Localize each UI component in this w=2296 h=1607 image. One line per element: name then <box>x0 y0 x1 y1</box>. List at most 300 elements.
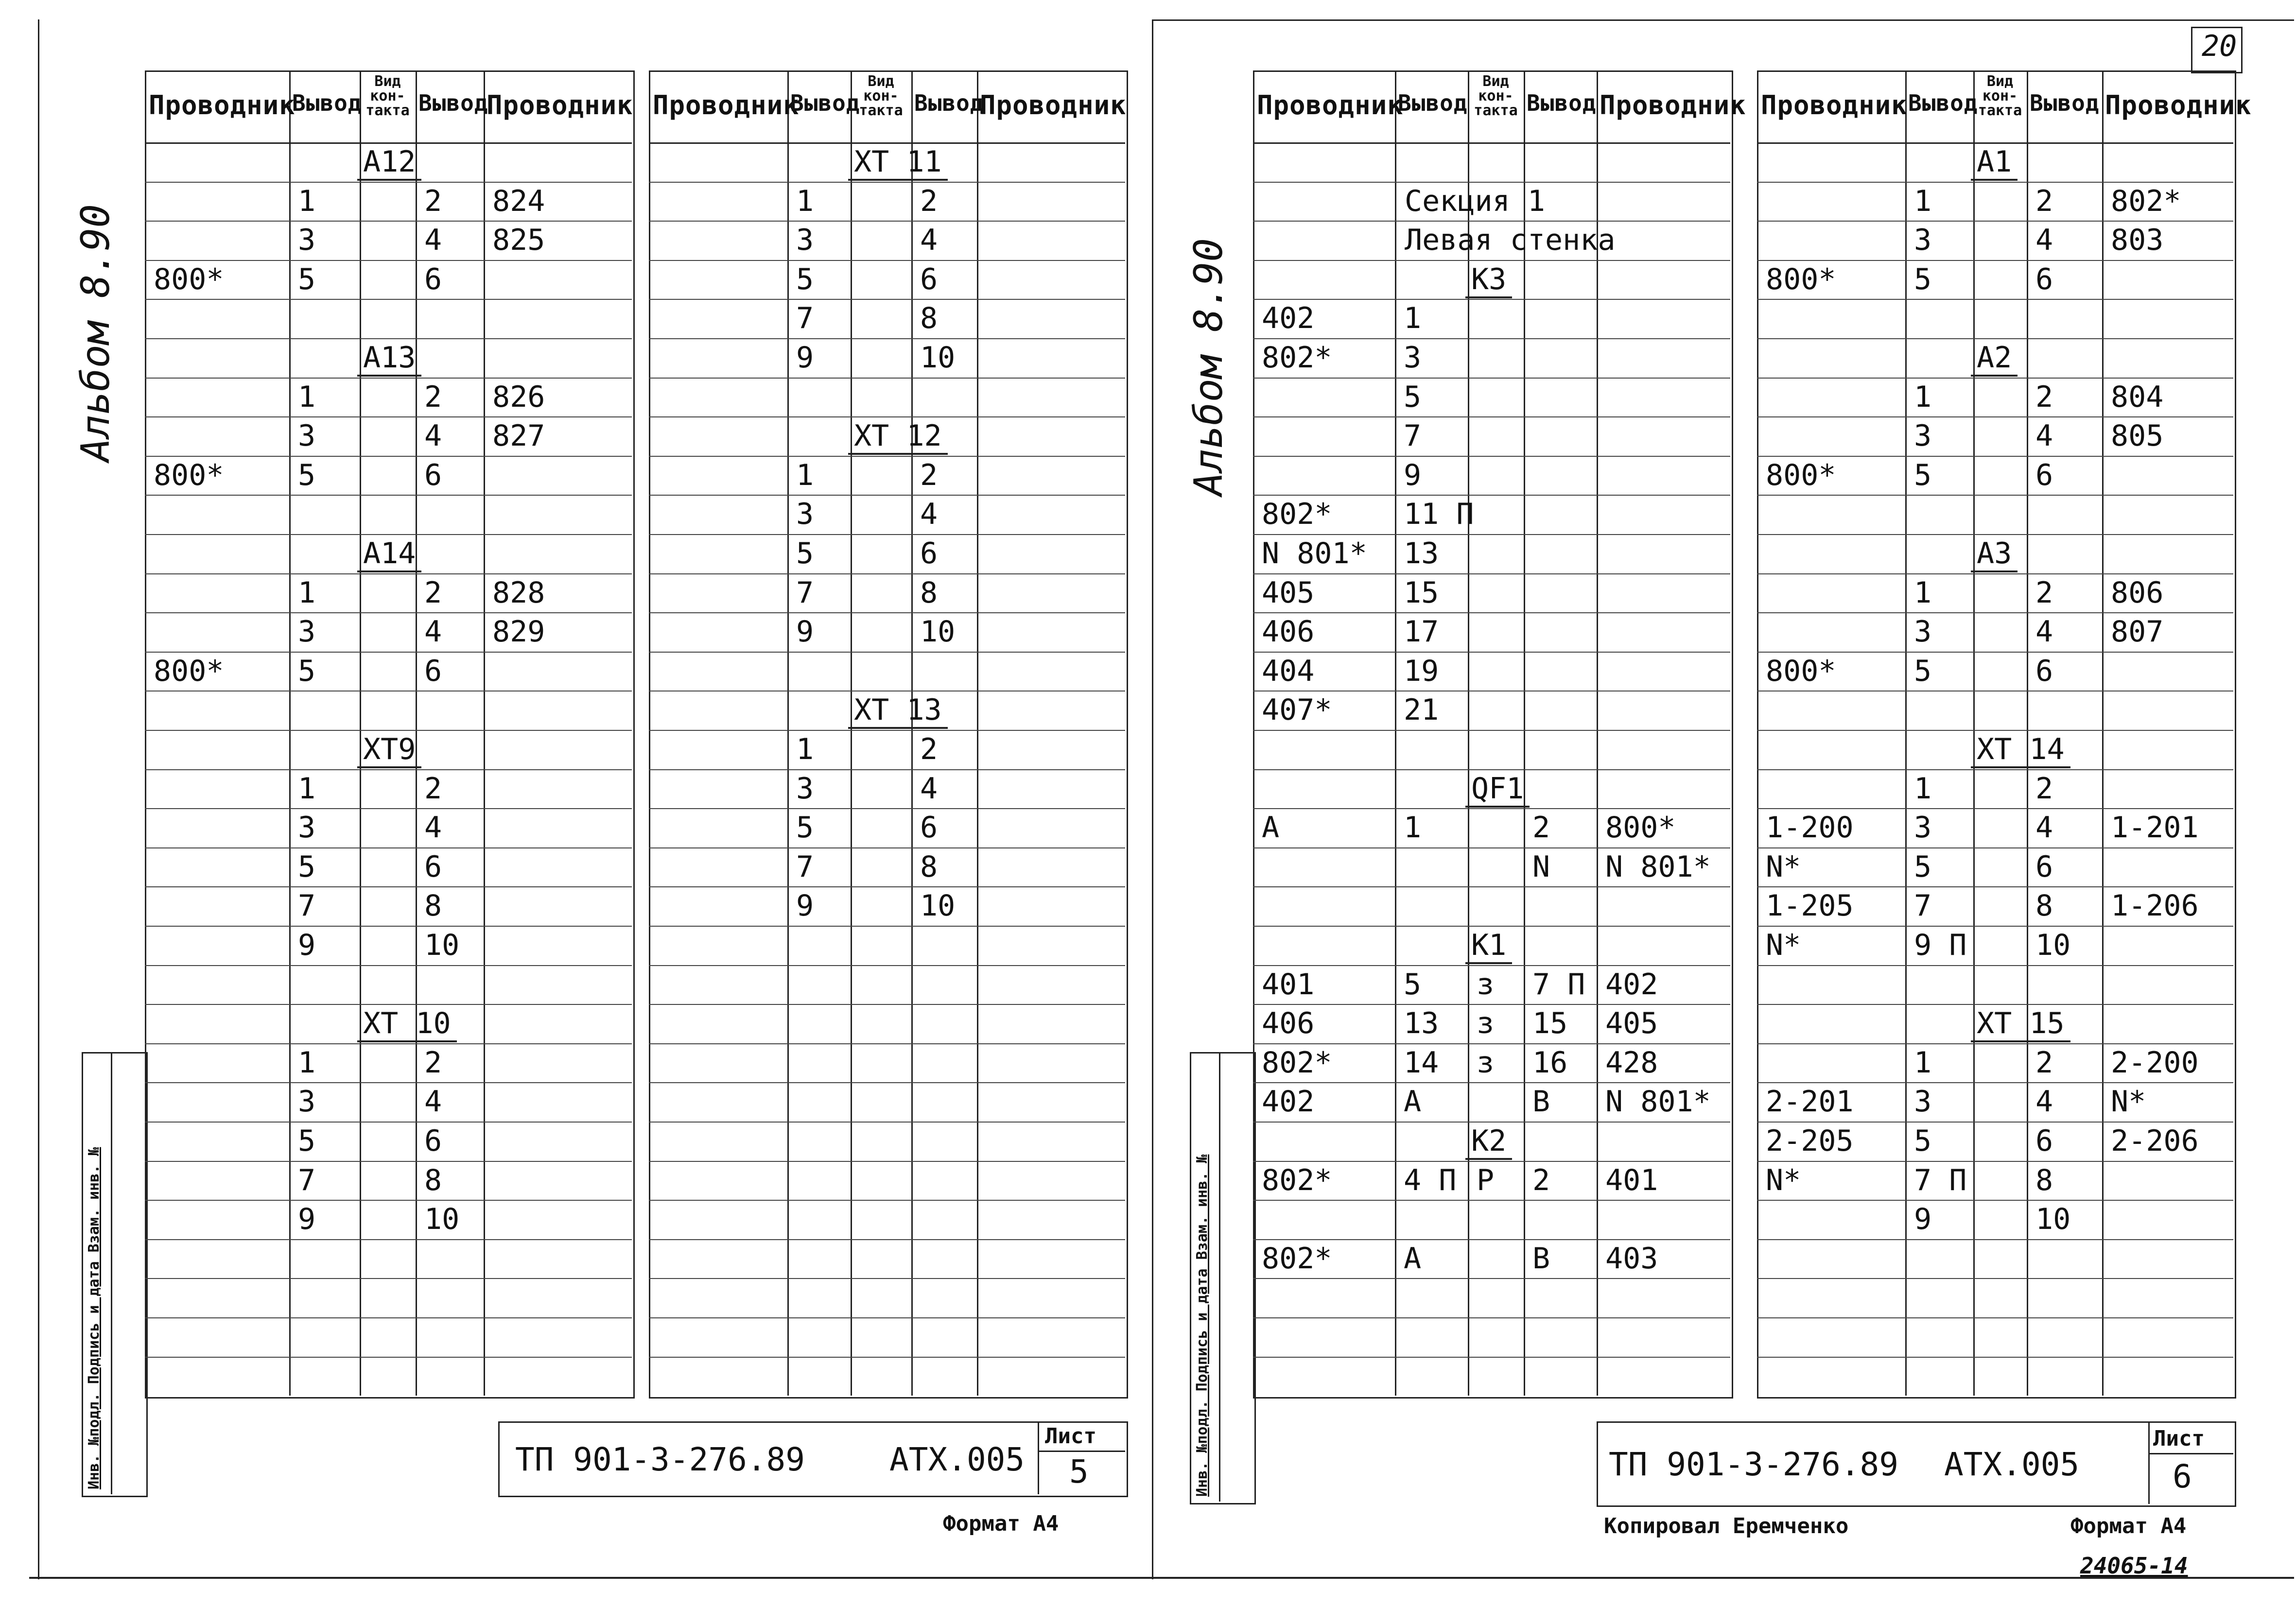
right-table-b-conductor-out: 2-206 <box>2111 1124 2199 1158</box>
left-table-b-col-line <box>851 70 852 1396</box>
right-table-a-conductor-in: 802* <box>1262 341 1332 375</box>
left-table-b-col-line <box>911 70 913 1396</box>
right-table-a-conductor-in: 802* <box>1262 1241 1332 1276</box>
left-table-b-row-line <box>649 847 1125 848</box>
left-table-a-row-line <box>145 926 632 927</box>
left-table-a-output-b: 8 <box>424 889 442 923</box>
right-table-a-output-a: 5 <box>1404 967 1422 1002</box>
left-table-b-output-a: 3 <box>796 771 814 806</box>
left-table-b-header-contact-type: Вид кон- такта <box>859 73 903 119</box>
left-table-a-output-a: 3 <box>298 1085 316 1119</box>
left-table-a-output-a: 9 <box>298 1202 316 1237</box>
right-table-b-row-line <box>1757 769 2233 770</box>
right-table-b-row-line <box>1757 1161 2233 1162</box>
left-table-a-output-b: 10 <box>424 928 460 962</box>
left-table-b-output-b: 4 <box>920 771 938 806</box>
right-table-a-header-output-b: Вывод <box>1527 90 1597 116</box>
left-table-b-output-a: 3 <box>796 497 814 532</box>
right-table-b-output-b: 4 <box>2035 1085 2053 1119</box>
left-table-a-col-line <box>289 70 291 1396</box>
right-table-b-row-line <box>1757 1357 2233 1358</box>
right-table-b-output-a: 1 <box>1914 771 1932 806</box>
left-table-a-output-b: 4 <box>424 811 442 845</box>
left-table-a-row-line <box>145 1200 632 1201</box>
right-table-b-conductor-in: 800* <box>1766 654 1836 688</box>
left-table-a-row-line <box>145 378 632 379</box>
right-table-b-output-b: 6 <box>2035 458 2053 492</box>
right-table-a-row-line <box>1253 652 1730 653</box>
left-table-b-row-line <box>649 965 1125 966</box>
right-table-a-contact-type: з <box>1477 967 1495 1002</box>
left-table-b-output-b: 8 <box>920 849 938 884</box>
right-table-b-output-b: 10 <box>2035 928 2071 962</box>
left-table-a-conductor-in: 800* <box>154 458 224 492</box>
right-table-a-header-contact-type: Вид кон- такта <box>1474 73 1518 119</box>
right-table-a-conductor-in: 406 <box>1262 1006 1315 1041</box>
right-table-b-header-contact-type: Вид кон- такта <box>1978 73 2022 119</box>
right-table-a-conductor-out: N 801* <box>1605 849 1711 884</box>
left-table-a-header-output-b: Вывод <box>418 90 488 116</box>
right-table-a-section-caption: Секция 1 <box>1405 184 1545 218</box>
left-table-b-output-b: 8 <box>920 301 938 336</box>
left-table-a-conductor-in: 800* <box>154 654 224 688</box>
section-id: А2 <box>1971 341 2018 377</box>
right-table-a-output-a: 21 <box>1404 693 1439 727</box>
left-table-b-row-line <box>649 769 1125 770</box>
right-table-b-output-a: 9 <box>1914 1202 1932 1237</box>
right-table-a-conductor-in: 401 <box>1262 967 1315 1002</box>
left-table-a-conductor-out: 827 <box>492 419 545 453</box>
right-table-a-output-a: А <box>1404 1085 1422 1119</box>
title-block-right-sheet-rule <box>2148 1453 2233 1454</box>
left-table-b-row-line <box>649 1317 1125 1318</box>
title-block-left-divider <box>1038 1421 1039 1494</box>
right-table-b-header-output-a: Вывод <box>1908 90 1978 116</box>
right-table-a-output-a: 1 <box>1404 811 1422 845</box>
sheet-code-right: АТХ.005 <box>1944 1446 2080 1483</box>
right-table-a-row-line <box>1253 378 1730 379</box>
section-id: К2 <box>1465 1124 1512 1160</box>
right-table-a-conductor-in: А <box>1262 811 1280 845</box>
right-table-a-output-a: 11 П <box>1404 497 1474 532</box>
right-table-a-section-label <box>1465 1122 1512 1160</box>
right-table-b-output-b: 6 <box>2035 849 2053 884</box>
title-block-left-sheet-rule <box>1038 1451 1125 1452</box>
left-table-b-col-line <box>977 70 978 1396</box>
left-table-a-output-a: 5 <box>298 1124 316 1158</box>
sheet-label-left: Лист <box>1045 1424 1096 1449</box>
stamp-text-right: Инв. №подл. Подпись и дата Взам. инв. № <box>1194 1154 1211 1497</box>
right-table-a-output-a: 7 <box>1404 419 1422 453</box>
left-table-b-output-b: 6 <box>920 262 938 296</box>
right-table-a-conductor-out: 402 <box>1605 967 1658 1002</box>
right-table-b-conductor-in: 800* <box>1766 262 1836 296</box>
right-table-b-output-b: 2 <box>2035 1045 2053 1080</box>
right-table-a-output-b: 7 П <box>1532 967 1585 1002</box>
album-label-right: Альбом 8.90 <box>1186 238 1231 496</box>
left-table-b-row-line <box>649 808 1125 809</box>
left-table-a-output-a: 5 <box>298 654 316 688</box>
left-table-b-output-a: 7 <box>796 575 814 610</box>
left-table-a-output-b: 4 <box>424 1085 442 1119</box>
left-table-a-output-b: 6 <box>424 1124 442 1158</box>
right-table-a-contact-type: з <box>1477 1006 1495 1041</box>
left-table-b-output-b: 2 <box>920 458 938 492</box>
right-table-b-conductor-out: 805 <box>2111 419 2164 453</box>
left-table-a-output-a: 3 <box>298 811 316 845</box>
left-table-a-output-a: 3 <box>298 419 316 453</box>
right-table-a-conductor-out: 800* <box>1605 811 1676 845</box>
left-table-a-row-line <box>145 1317 632 1318</box>
right-table-a-row-line <box>1253 1317 1730 1318</box>
section-id: К1 <box>1465 928 1512 964</box>
left-table-a-output-b: 6 <box>424 654 442 688</box>
right-table-a-output-b: В <box>1532 1241 1550 1276</box>
section-id: А3 <box>1971 536 2018 572</box>
right-table-a-output-b: 2 <box>1532 811 1550 845</box>
right-table-b-output-a: 5 <box>1914 849 1932 884</box>
right-table-b-row-line <box>1757 965 2233 966</box>
right-table-b-row-line <box>1757 299 2233 300</box>
left-table-b-row-line <box>649 495 1125 496</box>
left-table-a-output-a: 5 <box>298 849 316 884</box>
right-table-b-conductor-out: 802* <box>2111 184 2181 218</box>
left-table-a-output-b: 2 <box>424 184 442 218</box>
right-table-a-output-a: 19 <box>1404 654 1439 688</box>
left-table-b-section-label <box>848 691 948 729</box>
left-table-b-row-line <box>649 1278 1125 1279</box>
left-table-a-section-label <box>357 534 421 573</box>
right-table-a-output-b: 16 <box>1532 1045 1568 1080</box>
right-table-a-conductor-in: 402 <box>1262 1085 1315 1119</box>
left-table-b-output-a: 9 <box>796 615 814 649</box>
right-table-b-output-a: 3 <box>1914 1085 1932 1119</box>
right-table-b-output-b: 2 <box>2035 184 2053 218</box>
right-table-b-output-a: 1 <box>1914 575 1932 610</box>
left-table-a-section-label <box>357 338 421 377</box>
right-table-a-row-line <box>1253 886 1730 887</box>
right-table-a-section-caption: Левая стенка <box>1405 223 1616 258</box>
section-id: ХТ 10 <box>357 1006 457 1042</box>
right-table-a-output-a: 17 <box>1404 615 1439 649</box>
right-table-a-output-a: 13 <box>1404 1006 1439 1041</box>
center-fold <box>1152 19 1153 1579</box>
left-table-a-output-b: 4 <box>424 223 442 258</box>
album-label-left: Альбом 8.90 <box>73 204 118 462</box>
left-table-a-row-line <box>145 182 632 183</box>
right-table-b-output-a: 7 <box>1914 889 1932 923</box>
left-table-b-header-conductor-out: Проводник <box>980 90 1127 121</box>
left-table-b-output-b: 8 <box>920 575 938 610</box>
right-table-a-output-a: 4 П <box>1404 1163 1457 1197</box>
left-table-b-output-b: 10 <box>920 341 956 375</box>
left-table-b-row-line <box>649 1239 1125 1240</box>
right-table-a-header-output-a: Вывод <box>1398 90 1468 116</box>
left-table-a-output-a: 9 <box>298 928 316 962</box>
left-table-b-row-line <box>649 612 1125 613</box>
left-table-a-conductor-in: 800* <box>154 262 224 296</box>
section-id: А1 <box>1971 145 2018 181</box>
left-table-a-output-b: 8 <box>424 1163 442 1197</box>
right-table-b-output-a: 5 <box>1914 458 1932 492</box>
left-table-b-row-line <box>649 1082 1125 1083</box>
title-block-right-divider <box>2148 1421 2150 1504</box>
left-table-a-output-b: 4 <box>424 615 442 649</box>
right-table-a-output-a: 13 <box>1404 536 1439 570</box>
format-left: Формат А4 <box>943 1511 1059 1536</box>
right-table-a-conductor-in: 802* <box>1262 1045 1332 1080</box>
right-table-a-header-conductor-in: Проводник <box>1257 90 1404 121</box>
left-table-b-header-output-b: Вывод <box>914 90 984 116</box>
right-table-b-header-conductor-in: Проводник <box>1761 90 1908 121</box>
left-table-b-output-b: 10 <box>920 615 956 649</box>
right-table-a-conductor-out: 401 <box>1605 1163 1658 1197</box>
right-table-b-conductor-in: N* <box>1766 928 1801 962</box>
right-table-b-row-line <box>1757 1200 2233 1201</box>
left-table-b-output-a: 1 <box>796 184 814 218</box>
right-table-b-conductor-out: 807 <box>2111 615 2164 649</box>
right-table-b-row-line <box>1757 495 2233 496</box>
right-table-b-conductor-in: N* <box>1766 849 1801 884</box>
right-table-a-contact-type: з <box>1477 1045 1495 1080</box>
left-table-a-conductor-out: 828 <box>492 575 545 610</box>
right-table-b-conductor-out: 806 <box>2111 575 2164 610</box>
page-number: 20 <box>2202 29 2237 63</box>
left-table-b-output-a: 5 <box>796 262 814 296</box>
section-id: ХТ 13 <box>848 693 948 729</box>
left-table-a-output-b: 2 <box>424 771 442 806</box>
right-table-a-row-line <box>1253 573 1730 574</box>
right-table-b-col-line <box>2102 70 2104 1396</box>
archive-number: 24065-14 <box>2080 1553 2188 1579</box>
right-table-a-row-line <box>1253 416 1730 417</box>
right-table-b-output-a: 3 <box>1914 615 1932 649</box>
right-table-b-output-a: 5 <box>1914 1124 1932 1158</box>
sheet-code-left: АТХ.005 <box>889 1441 1025 1478</box>
right-table-b-conductor-out: 804 <box>2111 380 2164 414</box>
left-table-a-row-line <box>145 1122 632 1123</box>
left-table-b-row-line <box>649 182 1125 183</box>
stamp-divider-right <box>1219 1052 1220 1502</box>
right-table-b-row-line <box>1757 1239 2233 1240</box>
left-table-a-header-conductor-in: Проводник <box>149 90 296 121</box>
right-table-a-output-a: 5 <box>1404 380 1422 414</box>
section-id: А14 <box>357 536 421 572</box>
sheet-number-left: 5 <box>1069 1453 1089 1490</box>
sheet-number-right: 6 <box>2173 1458 2192 1495</box>
left-table-b-row-line <box>649 1200 1125 1201</box>
right-table-a-section-label <box>1465 926 1512 965</box>
right-table-b-output-a: 1 <box>1914 1045 1932 1080</box>
left-table-a-row-line <box>145 1043 632 1044</box>
left-table-a-header-contact-type: Вид кон- такта <box>365 73 410 119</box>
left-table-a-row-line <box>145 416 632 417</box>
left-table-a-output-a: 1 <box>298 771 316 806</box>
left-table-a-row-line <box>145 808 632 809</box>
left-table-a-conductor-out: 825 <box>492 223 545 258</box>
left-table-b-output-b: 6 <box>920 811 938 845</box>
section-id: А13 <box>357 341 421 377</box>
right-table-a-header-conductor-out: Проводник <box>1600 90 1746 121</box>
section-id: К3 <box>1465 262 1512 298</box>
left-table-a-row-line <box>145 1278 632 1279</box>
right-table-b-conductor-out: 1-206 <box>2111 889 2199 923</box>
left-table-b-row-line <box>649 730 1125 731</box>
right-table-a-output-a: А <box>1404 1241 1422 1276</box>
right-table-b-output-b: 4 <box>2035 223 2053 258</box>
left-table-b-section-label <box>848 142 948 181</box>
right-table-b-row-line <box>1757 1317 2233 1318</box>
left-table-b-output-b: 6 <box>920 536 938 570</box>
left-table-b-row-line <box>649 886 1125 887</box>
right-table-b-output-b: 6 <box>2035 262 2053 296</box>
right-table-a-conductor-out: 403 <box>1605 1241 1658 1276</box>
right-table-a-output-b: N <box>1532 849 1550 884</box>
left-table-a-output-a: 5 <box>298 262 316 296</box>
right-table-b-conductor-out: 2-200 <box>2111 1045 2199 1080</box>
left-table-a-output-a: 7 <box>298 889 316 923</box>
left-table-b-header-conductor-in: Проводник <box>653 90 800 121</box>
left-table-a-header-output-a: Вывод <box>292 90 362 116</box>
right-table-b-conductor-out: 803 <box>2111 223 2164 258</box>
left-table-b-row-line <box>649 378 1125 379</box>
left-table-a-row-line <box>145 1161 632 1162</box>
right-table-a-row-line <box>1253 299 1730 300</box>
right-table-b-conductor-out: N* <box>2111 1085 2146 1119</box>
left-table-b-row-line <box>649 260 1125 261</box>
left-table-a-output-a: 1 <box>298 575 316 610</box>
doc-code-right: ТП 901-3-276.89 <box>1609 1446 1899 1483</box>
right-table-a-output-a: 9 <box>1404 458 1422 492</box>
left-table-b-row-line <box>649 534 1125 535</box>
right-table-a-output-a: 15 <box>1404 575 1439 610</box>
left-table-a-conductor-out: 824 <box>492 184 545 218</box>
left-table-a-output-b: 2 <box>424 380 442 414</box>
right-table-b-output-b: 4 <box>2035 419 2053 453</box>
right-table-b-output-a: 3 <box>1914 811 1932 845</box>
left-table-a-output-a: 1 <box>298 184 316 218</box>
right-table-b-output-a: 3 <box>1914 223 1932 258</box>
right-table-b-conductor-in: N* <box>1766 1163 1801 1197</box>
left-table-a-output-a: 7 <box>298 1163 316 1197</box>
left-table-a-header-conductor-out: Проводник <box>487 90 633 121</box>
left-table-a-section-label <box>357 1004 457 1043</box>
left-table-b-row-line <box>649 221 1125 222</box>
right-table-a-output-b: В <box>1532 1085 1550 1119</box>
right-table-a-conductor-in: N 801* <box>1262 536 1367 570</box>
right-table-b-output-a: 1 <box>1914 184 1932 218</box>
doc-code-left: ТП 901-3-276.89 <box>515 1441 805 1478</box>
left-table-b-row-line <box>649 1161 1125 1162</box>
right-table-b-output-b: 4 <box>2035 811 2053 845</box>
left-table-a-row-line <box>145 299 632 300</box>
right-table-b-section-label <box>1971 142 2018 181</box>
sheet-label-right: Лист <box>2153 1426 2205 1451</box>
left-table-b-output-b: 10 <box>920 889 956 923</box>
right-table-b-header-conductor-out: Проводник <box>2105 90 2252 121</box>
right-table-b-output-a: 5 <box>1914 654 1932 688</box>
top-rule-right <box>1152 19 2294 21</box>
left-table-a-row-line <box>145 573 632 574</box>
right-table-b-output-a: 3 <box>1914 419 1932 453</box>
right-table-b-output-b: 4 <box>2035 615 2053 649</box>
left-table-b-output-b: 2 <box>920 184 938 218</box>
left-table-a-output-a: 3 <box>298 223 316 258</box>
left-table-b-row-line <box>649 338 1125 339</box>
right-table-b-conductor-in: 2-205 <box>1766 1124 1854 1158</box>
left-table-b-output-a: 5 <box>796 536 814 570</box>
left-table-a-conductor-out: 826 <box>492 380 545 414</box>
left-table-a-output-b: 4 <box>424 419 442 453</box>
left-table-b-output-a: 1 <box>796 732 814 766</box>
right-table-a-conductor-in: 402 <box>1262 301 1315 336</box>
left-margin-line <box>38 19 39 1579</box>
left-table-b-output-a: 9 <box>796 341 814 375</box>
right-table-b-output-a: 1 <box>1914 380 1932 414</box>
left-table-a-output-b: 2 <box>424 1045 442 1080</box>
section-id: QF1 <box>1465 772 1530 808</box>
left-table-a-row-line <box>145 965 632 966</box>
left-table-a-output-a: 1 <box>298 380 316 414</box>
right-table-b-conductor-in: 2-201 <box>1766 1085 1854 1119</box>
bottom-rule <box>29 1577 2294 1579</box>
left-table-a-row-line <box>145 221 632 222</box>
left-table-a-output-a: 5 <box>298 458 316 492</box>
left-table-b-output-b: 2 <box>920 732 938 766</box>
right-table-b-output-a: 9 П <box>1914 928 1967 962</box>
right-table-b-output-a: 7 П <box>1914 1163 1967 1197</box>
right-table-a-conductor-out: 405 <box>1605 1006 1658 1041</box>
left-table-a-col-line <box>484 70 485 1396</box>
left-table-b-output-a: 1 <box>796 458 814 492</box>
left-table-a-row-line <box>145 847 632 848</box>
copied-by: Копировал Еремченко <box>1604 1514 1849 1538</box>
left-table-a-output-b: 6 <box>424 262 442 296</box>
right-table-a-conductor-in: 802* <box>1262 1163 1332 1197</box>
right-table-b-output-b: 6 <box>2035 1124 2053 1158</box>
right-table-b-section-label <box>1971 534 2018 573</box>
stamp-divider-left <box>111 1052 112 1494</box>
left-table-b-output-a: 7 <box>796 849 814 884</box>
left-table-a-row-line <box>145 1239 632 1240</box>
right-table-a-output-a: 14 <box>1404 1045 1439 1080</box>
left-table-b-output-a: 3 <box>796 223 814 258</box>
left-table-a-section-label <box>357 142 421 181</box>
right-table-b-output-b: 8 <box>2035 1163 2053 1197</box>
right-table-a-conductor-in: 405 <box>1262 575 1315 610</box>
left-table-a-row-line <box>145 1357 632 1358</box>
left-table-b-row-line <box>649 926 1125 927</box>
section-id: ХТ 11 <box>848 145 948 181</box>
right-table-b-row-line <box>1757 926 2233 927</box>
left-table-a-row-line <box>145 1082 632 1083</box>
left-table-a-row-line <box>145 886 632 887</box>
right-table-b-header-output-b: Вывод <box>2030 90 2100 116</box>
right-table-a-col-line <box>1395 70 1396 1396</box>
left-table-b-col-line <box>787 70 789 1396</box>
left-table-b-output-b: 4 <box>920 497 938 532</box>
stamp-text-left: Инв. №подл. Подпись и дата Взам. инв. № <box>86 1147 103 1489</box>
right-table-a-conductor-out: N 801* <box>1605 1085 1711 1119</box>
left-table-a-output-b: 10 <box>424 1202 460 1237</box>
left-table-a-output-a: 1 <box>298 1045 316 1080</box>
left-table-a-conductor-out: 829 <box>492 615 545 649</box>
right-table-b-row-line <box>1757 847 2233 848</box>
right-table-a-col-line <box>1524 70 1525 1396</box>
section-id: ХТ 14 <box>1971 732 2070 768</box>
left-table-b-row-line <box>649 652 1125 653</box>
right-table-a-section-label <box>1465 769 1530 808</box>
